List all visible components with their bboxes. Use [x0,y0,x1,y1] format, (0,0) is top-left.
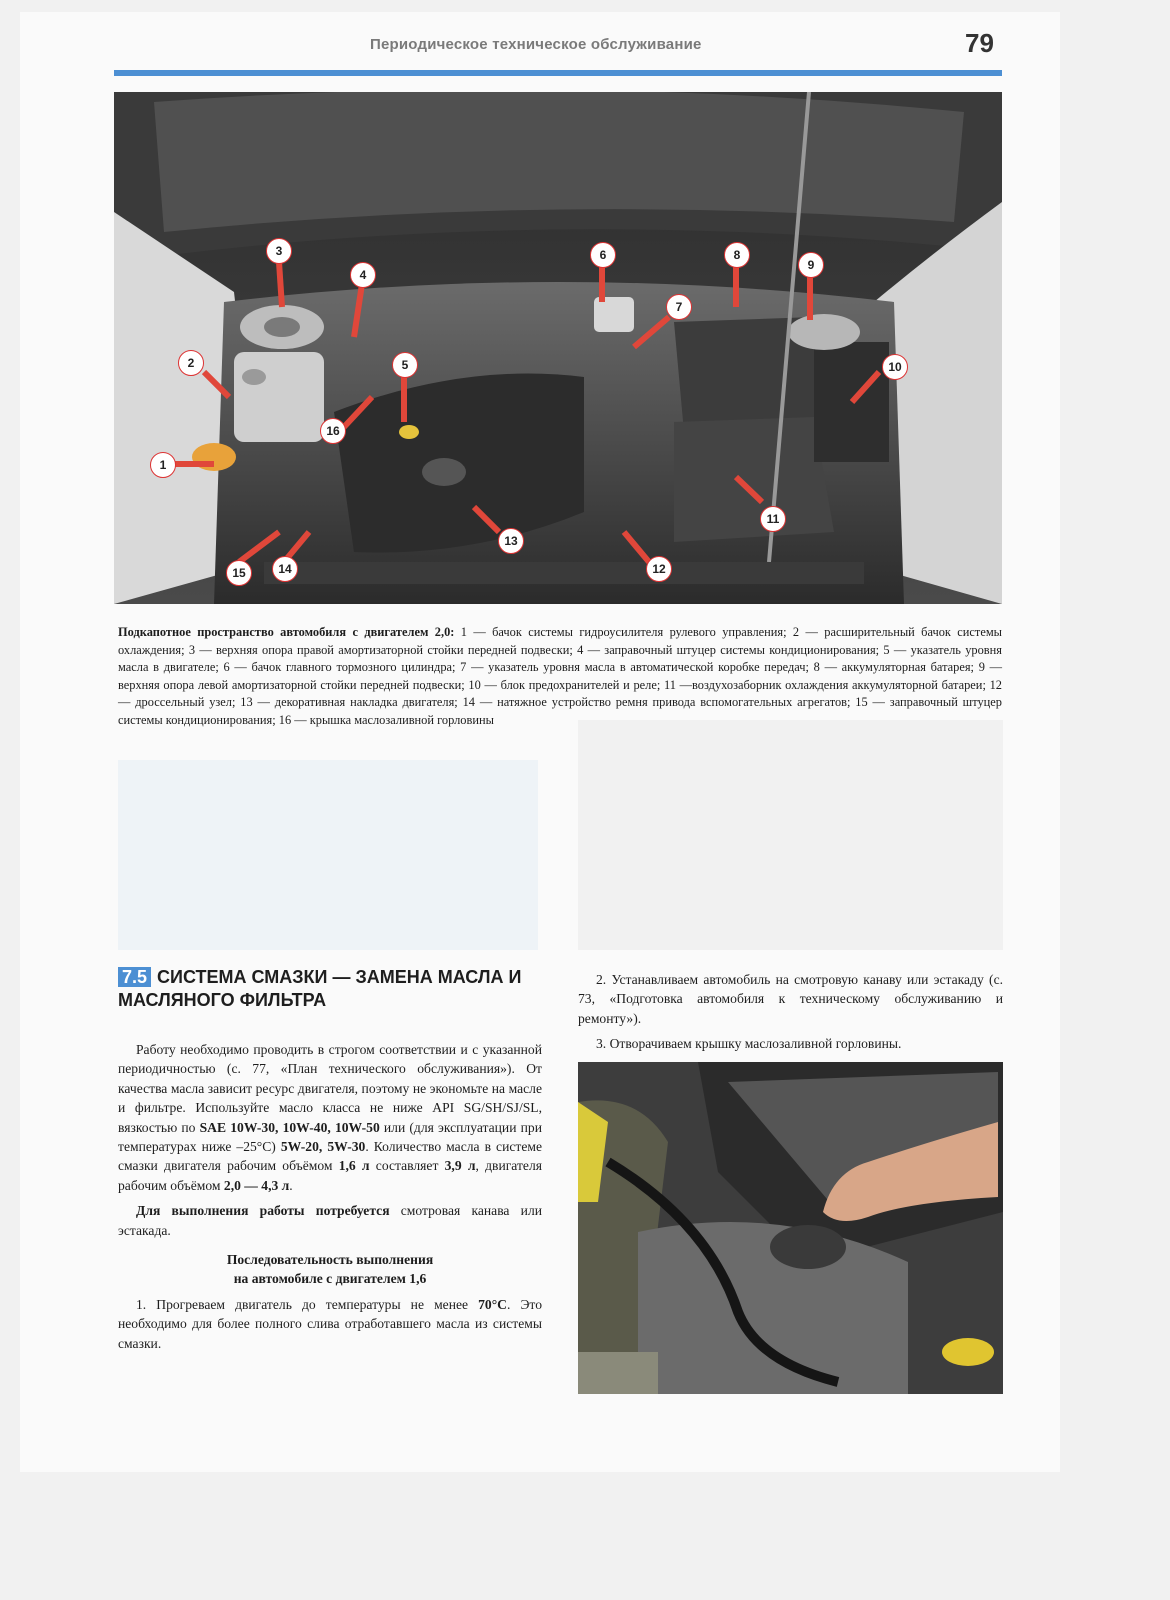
right-column [578,970,1003,1054]
running-header: Периодическое техническое обслуживание [370,36,702,53]
engine-bay-photo [114,92,1002,604]
header-rule [114,70,1002,76]
callout-11: 11 [760,506,786,532]
section-title: СИСТЕМА СМАЗКИ — ЗАМЕНА МАСЛА И МАСЛЯНОГО ФИЛЬТРА [118,967,522,1010]
callout-10: 10 [882,354,908,380]
oil-filler-cap-photo [578,1062,1003,1394]
bleed-through-box-left [118,760,538,950]
caption-lead: Подкапотное пространство автомобиля с двигателем 2,0: [118,625,455,639]
callout-13: 13 [498,528,524,554]
callout-8: 8 [724,242,750,268]
callout-14: 14 [272,556,298,582]
callout-9: 9 [798,252,824,278]
callout-1: 1 [150,452,176,478]
left-column [118,1040,542,1353]
bleed-through-box-right [578,720,1003,950]
callout-2: 2 [178,350,204,376]
paragraph-intro: Работу необходимо проводить в строгом соответствии и с указанной периодичностью (с. 77, «План технического обслуживания»). От качества масла зависит ресурс двигателя, поэтому не экономьте на масле и фильтре. Используйте масло класса не ниже API SG/SH/SJ/SL, вязкостью по SAE 10W-30, 10W-40, 10W-50 или (для эксплуатации при температурах ниже –25°C) 5W-20, 5W-30. Количество масла в системе смазки двигателя рабочим объёмом 1,6 л составляет 3,9 л, двигателя рабочим объёмом 2,0 — 4,3 л. [118,1042,542,1193]
callout-4: 4 [350,262,376,288]
callout-6: 6 [590,242,616,268]
callout-15: 15 [226,560,252,586]
step-3: 3. Отворачиваем крышку маслозаливной горловины. [596,1036,902,1052]
callout-16: 16 [320,418,346,444]
step-1: 1. Прогреваем двигатель до температуры не менее 70°C. Это необходимо для более полного слива отработавшего масла из системы смазки. [118,1296,542,1351]
sequence-heading: Последовательность выполнения на автомобиле с двигателем 1,6 [226,1252,434,1287]
callout-12: 12 [646,556,672,582]
figure-caption [118,624,1002,730]
callout-5: 5 [392,352,418,378]
section-number: 7.5 [118,967,151,987]
page-number: 79 [965,28,994,58]
paragraph-tools: Для выполнения работы потребуется смотровая канава или эстакада. [118,1203,542,1238]
callout-3: 3 [266,238,292,264]
section-heading [118,966,548,1012]
caption-text: 1 — бачок системы гидроусилителя рулевого управления; 2 — расширительный бачок системы охлаждения; 3 — верхняя опора правой амортизаторной стойки передней подвески; 4 — заправочный штуцер системы кондиционирования; 5 — указатель уровня масла в двигателе; 6 — бачок главного тормозного цилиндра; 7 — указатель уровня масла в автоматической коробке передач; 8 — аккумуляторная батарея; 9 — верхняя опора левой амортизаторной стойки передней подвески; 10 — блок предохранителей и реле; 11 —воздухозаборник охлаждения аккумуляторной батареи; 12 — дроссельный узел; 13 — декоративная накладка двигателя; 14 — натяжное устройство ремня привода вспомогательных агрегатов; 15 — заправочный штуцер системы кондиционирования; 16 — крышка маслозаливной горловины [118,625,1002,727]
callout-7: 7 [666,294,692,320]
step-2: 2. Устанавливаем автомобиль на смотровую канаву или эстакаду (с. 73, «Подготовка автомобиля к техническому обслуживанию и ремонту»). [578,972,1003,1026]
